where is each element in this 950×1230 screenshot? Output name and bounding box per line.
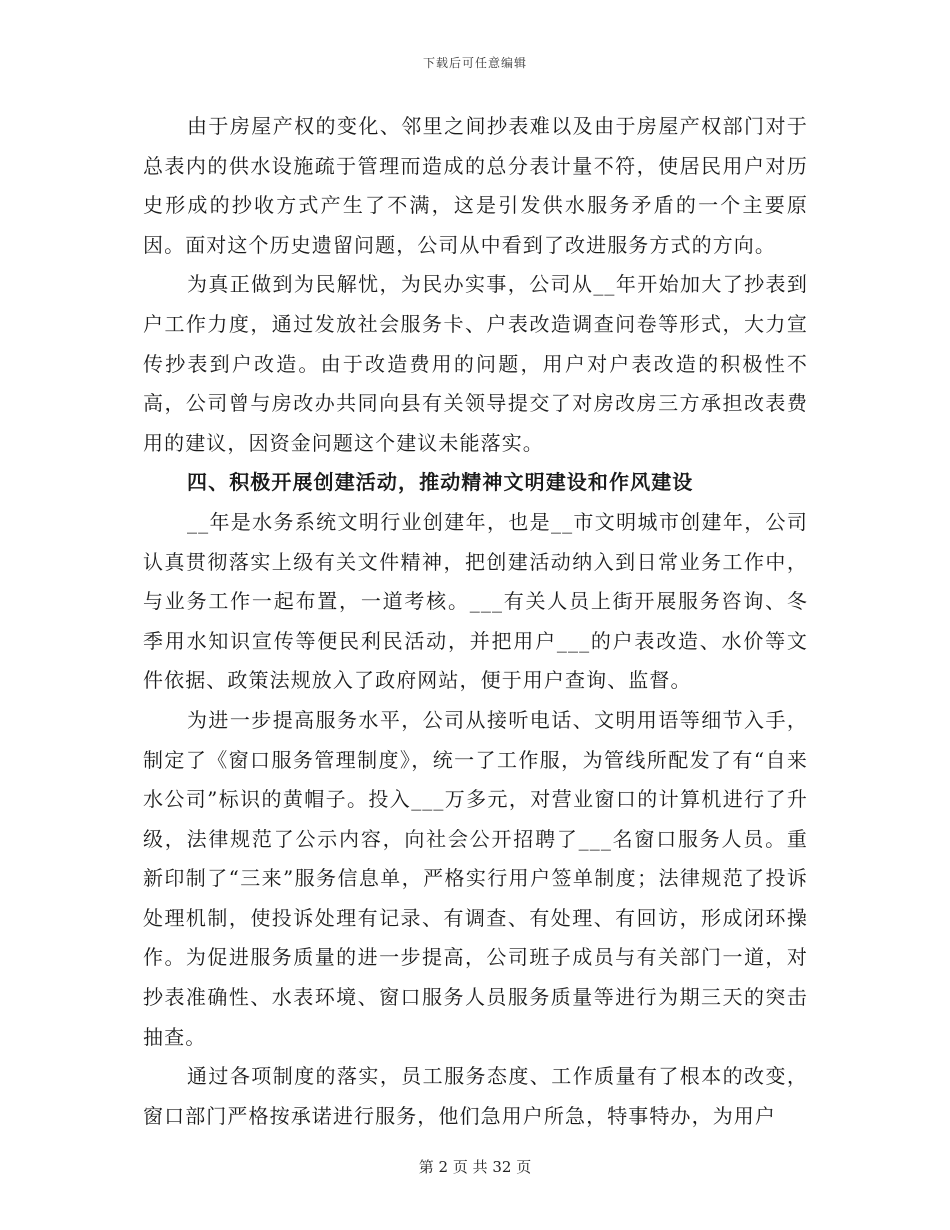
paragraph-civilization-campaign: __年是水务系统文明行业创建年，也是__市文明城市创建年，公司认真贯彻落实上级有关文件精神，把创建活动纳入到日常业务工作中，与业务工作一起布置，一道考核。___有关人员上街开展服务咨询、冬季用水知识宣传等便民利民活动，并把用户___的户表改造、水价等文件依据、政策法规放入了政府网站，便于用户查询、监督。: [143, 509, 808, 693]
section-heading: 四、积极开展创建活动，推动精神文明建设和作风建设: [187, 470, 694, 495]
page-footer: 第 2 页 共 32 页: [418, 1158, 532, 1176]
paragraph-meter-reading-history: 由于房屋产权的变化、邻里之间抄表难以及由于房屋产权部门对于总表内的供水设施疏于管理而造成的总分表计量不符，使居民用户对历史形成的抄收方式产生了不满，这是引发供水服务矛盾的一个主要原因。面对这个历史遗留问题，公司从中看到了改进服务方式的方向。: [143, 114, 808, 257]
paragraph-service-improvement: 为进一步提高服务水平，公司从接听电话、文明用语等细节入手，制定了《窗口服务管理制度》，统一了工作服，为管线所配发了有“自来水公司”标识的黄帽子。投入___万多元，对营业窗口的计算机进行了升级，法律规范了公示内容，向社会公开招聘了___名窗口服务人员。重新印制了“三来”服务信息单，严格实行用户签单制度；法律规范了投诉处理机制，使投诉处理有记录、有调查、有处理、有回访，形成闭环操作。为促进服务质量的进一步提高，公司班子成员与有关部门一道，对抄表准确性、水表环境、窗口服务人员服务质量等进行为期三天的突击抽查。: [143, 707, 808, 1049]
paragraph-service-outcome: 通过各项制度的落实，员工服务态度、工作质量有了根本的改变，窗口部门严格按承诺进行服务，他们急用户所急，特事特办，为用户: [143, 1064, 808, 1128]
page-header: 下载后可任意编辑: [422, 56, 527, 70]
document-body: [143, 107, 808, 1136]
paragraph-meter-reform-effort: 为真正做到为民解忧，为民办实事，公司从__年开始加大了抄表到户工作力度，通过发放社会服务卡、户表改造调查问卷等形式，大力宣传抄表到户改造。由于改造费用的问题，用户对户表改造的积极性不高，公司曾与房改办共同向县有关领导提交了对房改房三方承担改表费用的建议，因资金问题这个建议未能落实。: [143, 272, 808, 455]
